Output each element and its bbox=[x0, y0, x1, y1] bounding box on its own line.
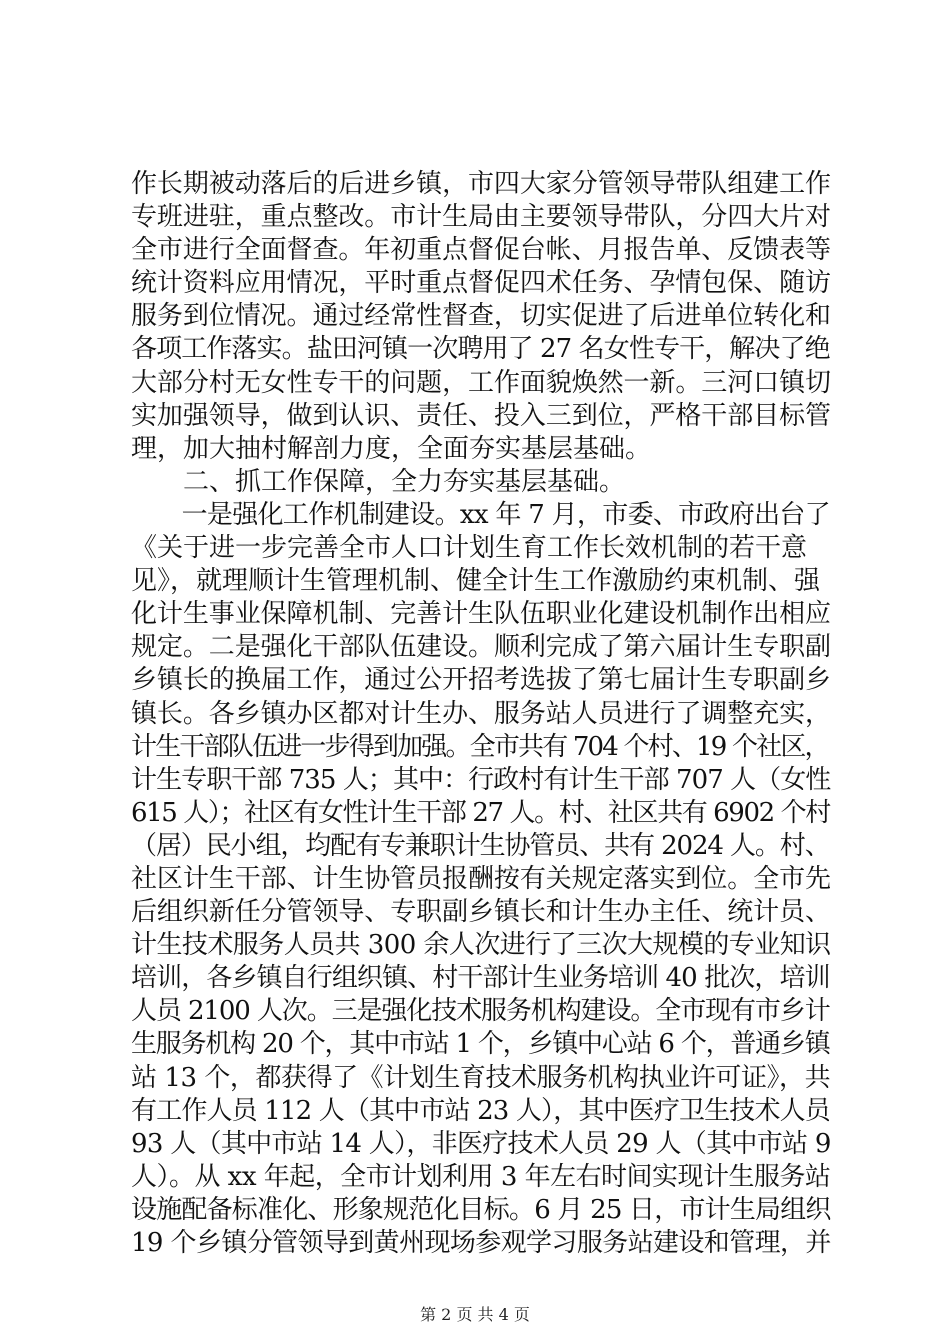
text-line: 规定。二是强化干部队伍建设。顺利完成了第六届计生专职副 bbox=[131, 632, 831, 663]
text-line: 19 个乡镇分管领导到黄州现场参观学习服务站建设和管理，并 bbox=[131, 1228, 831, 1258]
text-line: 培训，各乡镇自行组织镇、村干部计生业务培训 40 批次，培训 bbox=[131, 963, 830, 994]
text-line: （居）民小组，均配有专兼职计生协管员、共有 2024 人。村、 bbox=[131, 830, 830, 861]
text-line: 计生技术服务人员共 300 余人次进行了三次大规模的专业知识 bbox=[131, 930, 831, 961]
text-line: 全市进行全面督查。年初重点督促台帐、月报告单、反馈表等 bbox=[131, 235, 831, 266]
text-line: 大部分村无女性专干的问题，工作面貌焕然一新。三河口镇切 bbox=[131, 367, 831, 398]
document-body bbox=[131, 168, 831, 1260]
text-line: 乡镇长的换届工作，通过公开招考选拔了第七届计生专职副乡 bbox=[131, 665, 831, 696]
text-line: 计生干部队伍进一步得到加强。全市共有 704 个村、19 个社区， bbox=[131, 731, 829, 762]
text-line: 作长期被动落后的后进乡镇，市四大家分管领导带队组建工作 bbox=[131, 169, 831, 199]
text-line: 计生专职干部 735 人；其中：行政村有计生干部 707 人（女性 bbox=[131, 764, 831, 795]
text-line: 实加强领导，做到认识、责任、投入三到位，严格干部目标管 bbox=[131, 400, 831, 431]
text-line: 理，加大抽村解剖力度，全面夯实基层基础。 bbox=[131, 433, 652, 464]
text-line: 有工作人员 112 人（其中市站 23 人），其中医疗卫生技术人员 bbox=[131, 1095, 830, 1126]
text-line: 615 人）；社区有女性计生干部 27 人。村、社区共有 6902 个村 bbox=[131, 797, 830, 828]
text-line: 服务到位情况。通过经常性督查，切实促进了后进单位转化和 bbox=[131, 301, 831, 332]
text-line: 镇长。各乡镇办区都对计生办、服务站人员进行了调整充实， bbox=[131, 698, 831, 729]
text-line: 各项工作落实。盐田河镇一次聘用了 27 名女性专干，解决了绝 bbox=[131, 334, 830, 365]
text-line: 后组织新任分管领导、专职副乡镇长和计生办主任、统计员、 bbox=[131, 897, 831, 928]
text-line: 《关于进一步完善全市人口计划生育工作长效机制的若干意 bbox=[131, 533, 808, 564]
text-line: 统计资料应用情况，平时重点督促四术任务、孕情包保、随访 bbox=[131, 268, 831, 299]
text-line: 人）。从 xx 年起，全市计划利用 3 年左右时间实现计生服务站 bbox=[131, 1161, 831, 1192]
text-line: 人员 2100 人次。三是强化技术服务机构建设。全市现有市乡计 bbox=[131, 996, 830, 1027]
text-line: 一是强化工作机制建设。xx 年 7 月，市委、市政府出台了 bbox=[131, 499, 830, 530]
text-line: 站 13 个，都获得了《计划生育技术服务机构执业许可证》，共 bbox=[131, 1062, 831, 1093]
text-line: 生服务机构 20 个，其中市站 1 个，乡镇中心站 6 个，普通乡镇 bbox=[131, 1029, 830, 1060]
text-line: 二、抓工作保障，全力夯实基层基础。 bbox=[131, 466, 626, 497]
page-footer: 第 2 页 共 4 页 bbox=[420, 1305, 530, 1324]
text-line: 社区计生干部、计生协管员报酬按有关规定落实到位。全市先 bbox=[131, 863, 831, 894]
text-line: 化计生事业保障机制、完善计生队伍职业化建设机制作出相应 bbox=[131, 599, 831, 630]
text-line: 见》，就理顺计生管理机制、健全计生工作激励约束机制、强 bbox=[131, 566, 821, 597]
text-line: 93 人（其中市站 14 人），非医疗技术人员 29 人（其中市站 9 bbox=[131, 1128, 831, 1159]
text-line: 设施配备标准化、形象规范化目标。6 月 25 日，市计生局组织 bbox=[131, 1194, 831, 1225]
text-line: 专班进驻，重点整改。市计生局由主要领导带队，分四大片对 bbox=[131, 202, 831, 233]
